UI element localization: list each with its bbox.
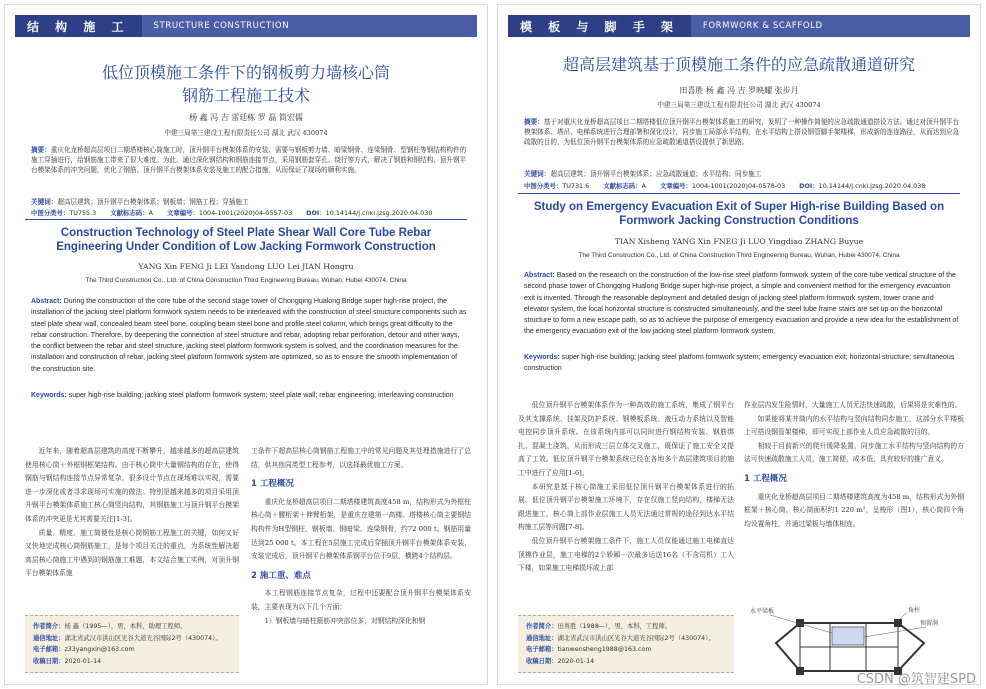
left-title-cn xyxy=(25,61,467,107)
right-meta-doi-value: 10.14144/j.cnki.jzsg.2020.04.038 xyxy=(818,182,926,190)
right-meta-clc-label: 中图分类号： xyxy=(524,182,563,190)
right-section-header xyxy=(508,15,970,37)
left-col1-para2: 质量、精度、施工简便性是核心筒钢筋工程施工的关键，如何又好又快地完成核心筒钢筋施工，是每个项目关注的重点，为系统性解决超高层核心筒施工中遇到的钢筋施工难题，本文结合施工实例，对顶升钢平台模架体系施 xyxy=(25,528,239,578)
left-keywords-cn-label: 关键词： xyxy=(31,198,58,206)
right-author-email[interactable] xyxy=(526,644,726,656)
left-author-email-label: 电子邮箱： xyxy=(33,646,65,653)
left-author-address-value: 湖北省武汉市洪山区光谷大道光谷国际2号（430074）。 xyxy=(64,634,222,642)
right-abstract-cn-label: 摘要： xyxy=(524,118,544,126)
left-abstract-cn-label: 摘要： xyxy=(31,146,51,154)
right-col1-para1: 低位顶升钢平台模架体系作为一种高效的施工系统，集成了钢平台及其支撑系统、挂架及防护系统、钢模板系统、液压动力系统以及智能电控同步顶升系统。在该系统内部可以同时进行钢结构安装、钢筋绑扎、混凝土浇筑，从而形成三层立体交叉施工，既保证了施工安全又提高了工效。低位顶升钢平台模架系统已经在各地多个高层建筑项目的施工中进行了应用[1-6]。 xyxy=(518,401,734,477)
right-keywords-cn-label: 关键词： xyxy=(524,170,551,178)
right-received-date xyxy=(526,656,726,668)
right-meta-article-no-value: 1004-1001(2020)04-0578-03 xyxy=(691,182,786,190)
left-author-bio-value: 杨 鑫（1995—），男，本科，助理工程师。 xyxy=(64,623,187,630)
right-meta-line xyxy=(524,181,966,190)
left-meta-doc-code-label: 文献标志码： xyxy=(110,209,149,217)
right-meta-doc-code xyxy=(603,181,646,190)
left-section2-item1: 1）钢板墙与暗柱箍筋冲突部位多，对钢结构深化和钢 xyxy=(264,616,426,625)
right-keywords-en-text: super high-rise building; jacking steel platform formwork system; emergency evacuation exit; horizontal structure; simultaneous construction xyxy=(524,354,955,372)
right-keywords-en-label: Keywords: xyxy=(524,354,560,361)
left-meta-doc-code-value: A xyxy=(148,209,153,217)
figure-label-slab: 水平梁板 xyxy=(750,608,775,615)
left-section2-text: 本工程钢筋连接节点复杂，过程中还要配合顶升钢平台模架体系安装，主要表现为以下几个方面： xyxy=(251,589,471,611)
left-body-col2 xyxy=(251,445,471,628)
right-col1-para3: 低位顶升钢平台模架施工条件下，施工人员仅能通过施工电梯直达顶模作业层，施工电梯的2个轿厢一次最多运送16名（不含司机）工人下楼，如果施工电梯损坏或上部 xyxy=(518,536,734,573)
figure-label-opening: 预留洞 xyxy=(920,620,939,627)
left-author-bio xyxy=(33,621,231,633)
right-author-bio-label: 作者简介： xyxy=(526,623,558,630)
left-affiliation-cn: 中建三局第三建设工程有限责任公司 湖北 武汉 430074 xyxy=(164,129,328,137)
left-keywords-cn xyxy=(31,196,467,206)
right-affiliation-cn: 中建三局第三建设工程有限责任公司 湖北 武汉 430074 xyxy=(657,101,821,109)
left-meta-clc-value: TU755.3 xyxy=(69,209,97,217)
left-col2-intro: 工条件下超高层核心筒钢筋工程施工中的常见问题及其处理措施进行了总结，供其他同类型工程参考，以选择最优施工方案。 xyxy=(251,447,471,469)
left-meta-clc-label: 中图分类号： xyxy=(31,209,70,217)
right-author-bio-value: 田喜胜（1988—），男，本科，工程师。 xyxy=(557,623,672,630)
right-col1-para2: 本研究是基于核心筒施工采用低位顶升钢平台模架体系进行的拓展。低位顶升钢平台模架施工环境下，存在仅施工竖向结构，楼梯无法跟进施工，核心筒上部作业层施工人员无法通过常规的途径到达水平结构施工层等问题[7-8]。 xyxy=(518,482,734,532)
left-received-date-value: 2020-01-14 xyxy=(64,657,102,665)
right-section-en: FORMWORK & SCAFFOLD xyxy=(702,21,823,31)
left-meta-doi-value: 10.14144/j.cnki.jzsg.2020.04.030 xyxy=(325,209,433,217)
left-abstract-cn-text: 重庆化龙桥超高层项目二期塔楼核心筒施工时，顶升钢平台模架体系的安装、需要与钢板剪力墙、暗梁钢骨、连梁钢骨、型钢柱等钢结构构件的施工穿插进行，给钢筋施工带来了很大难度。为此，通过深化钢结构和钢筋连接节点，采用钢筋套穿孔、绕行等方式，解决了钢筋和钢结构、顶升钢平台模架体系的冲突问题，优化了钢筋、顶升钢平台模架体系安装及施工的配合措施，从而保证了现场的顺利实施。 xyxy=(31,146,467,175)
right-affiliation-en: The Third Construction Co., Ltd. of China Construction Third Engineering Bureau, Wuhan, Hubei 430074, China xyxy=(578,252,900,259)
right-divider xyxy=(518,193,960,194)
right-author-address-label: 通信地址： xyxy=(526,634,558,642)
left-col1-para1: 近年来，随着超高层建筑的高度不断攀升，越来越多的超高层建筑使用核心筒＋外框钢框架结构。由于核心筒中大量钢结构的存在，使得钢筋与钢结构连接节点异常复杂，很多设计节点在现场难以实现，需要进一步深化或者寻求现场可实施的做法。特别是越来越多的项目采用顶升钢平台模架体系施工核心筒竖向结构，其钢筋施工与顶升钢平台模架体系的冲突更是尤其需要关注[1-3]。 xyxy=(25,447,239,523)
left-author-bio-label: 作者简介： xyxy=(33,623,65,630)
right-abstract-cn xyxy=(524,117,960,148)
right-meta-doc-code-value: A xyxy=(641,182,646,190)
left-title-en: Construction Technology of Steel Plate Shear Wall Core Tube Rebar Engineering Under Condition of Low Jacking Formwork Construction xyxy=(56,227,436,253)
left-keywords-en-label: Keywords: xyxy=(31,392,67,399)
right-meta-doi-label: DOI： xyxy=(799,182,819,190)
right-title-en: Study on Emergency Evacuation Exit of Super High-rise Building Based on Formwork Jacking Construction Conditions xyxy=(533,201,945,227)
right-col2-para2: 如果能将某井筒内的水平结构与竖向结构同步施工，这部分水平楼板上可搭设钢管架楼梯，即可实现上部作业人员应急疏散的目的。 xyxy=(744,414,964,437)
left-meta-clc xyxy=(31,208,96,217)
right-meta-clc xyxy=(524,181,589,190)
left-keywords-en-text: super high-rise building; jacking steel platform formwork system; steel plate wall; rebar engineering; interleaving construction xyxy=(68,392,454,399)
right-page xyxy=(497,4,981,685)
left-meta-doi-label: DOI： xyxy=(306,209,326,217)
right-col2-para3: 相较于目前新兴的爬升缓降装置，同步施工水平结构与竖向结构的方法可快速疏散施工人员，施工简便，成本低，具有较好的推广意义。 xyxy=(744,441,964,464)
left-keywords-cn-text: 超高层建筑；顶升钢平台模架体系；钢板墙；钢筋工程；穿插施工 xyxy=(57,198,249,206)
left-title-cn-line1: 低位顶模施工条件下的钢板剪力墙核心筒 xyxy=(101,63,390,82)
left-section1-title: 1 工程概况 xyxy=(251,479,294,490)
core-tube-outline xyxy=(776,623,924,671)
left-authors-en: YANG Xin FENG Ji LEI Yandong LUO Lei JIAN Hongru xyxy=(138,262,354,271)
right-received-date-label: 收稿日期： xyxy=(526,657,558,665)
right-abstract-en-label: Abstract: xyxy=(524,272,555,279)
right-abstract-en xyxy=(524,270,960,338)
left-meta-article-no-label: 文章编号： xyxy=(166,209,199,217)
right-body-col1 xyxy=(518,399,734,576)
left-abstract-en xyxy=(31,296,467,375)
left-page xyxy=(4,4,488,685)
right-meta-clc-value: TU731.6 xyxy=(562,182,590,190)
right-authors-en: TIAN Xisheng YANG Xin FNEG Ji LUO Yingdiao ZHANG Buyue xyxy=(614,237,864,246)
right-meta-doi[interactable] xyxy=(799,181,925,190)
left-meta-article-no-value: 1004-1001(2020)04-0557-03 xyxy=(198,209,293,217)
right-author-info-box xyxy=(518,615,734,673)
right-received-date-value: 2020-01-14 xyxy=(557,657,595,665)
csdn-watermark: CSDN @筑智建SPD xyxy=(856,672,976,687)
left-author-address xyxy=(33,633,231,645)
left-author-address-label: 通信地址： xyxy=(33,634,65,642)
left-section-header xyxy=(15,15,477,37)
right-author-address-value: 湖北省武汉市洪山区光谷大道光谷国际2号（430074）。 xyxy=(557,634,715,642)
right-author-bio xyxy=(526,621,726,633)
right-col2-para1: 作业层内发生险情时，大量施工人员无法快速疏散，后果将是灾难性的。 xyxy=(744,401,962,409)
right-section1-title: 1 工程概况 xyxy=(744,473,787,484)
right-section-cn: 模 板 与 脚 手 架 xyxy=(508,15,691,37)
left-author-info-box xyxy=(25,615,239,673)
left-section1-text: 重庆化龙桥超高层项目二期塔楼建筑高度458 m，结构形式为外框柱核心筒＋腰桁架＋伸臂桁架，是重庆在建第一高楼。塔楼核心筒主要钢结构构件为H型钢柱、钢板墙、钢暗梁、连梁钢骨，约72 000 t。钢筋用量达到25 000 t。本工程在5层施工完成后穿插顶升钢平台模架体系安装，安装完成后，顶升钢平台模架体系钢平台位于9层，横跨4个结构层。 xyxy=(251,497,471,561)
right-author-email-value: tianwensheng1988@163.com xyxy=(557,646,652,653)
left-abstract-cn xyxy=(31,145,467,176)
right-body-col2 xyxy=(744,399,964,531)
left-abstract-en-label: Abstract: xyxy=(31,298,62,305)
left-section-en: STRUCTURE CONSTRUCTION xyxy=(153,21,290,31)
left-section2-title: 2 施工重、难点 xyxy=(251,570,311,581)
left-meta-doi[interactable] xyxy=(306,208,432,217)
right-authors-cn: 田喜胜 杨 鑫 冯 吉 罗映耀 张步月 xyxy=(679,86,799,95)
right-title-cn: 超高层建筑基于顶模施工条件的应急疏散通道研究 xyxy=(562,55,915,74)
left-abstract-en-text: During the construction of the core tube of the second stage tower of Chongqing Hualong Bridge super high-rise project, the installation of the jacking steel platform formwork system needs to be interleaved with the construction of steel structure components such as steel plate shear wall, concealed beam steel bone, coupling beam steel bone and profile steel column, which brings great difficulty to the rebar construction. Therefore, by deepening the connection of steel structure and rebar, adopting rebar perforation, detour and other ways, the conflict between the rebar and steel structure, jacking steel platform formwork system is solved, and the coordination measures for the installation and construction of rebar, jacking steel platform formwork system are optimized, so as to ensure the smooth implementation of the construction site. xyxy=(31,298,467,373)
left-body-col1 xyxy=(25,445,239,581)
right-keywords-cn xyxy=(524,168,960,178)
right-meta-doc-code-label: 文献标志码： xyxy=(603,182,642,190)
right-meta-article-no xyxy=(660,181,785,190)
left-received-date-label: 收稿日期： xyxy=(33,657,65,665)
left-received-date xyxy=(33,656,231,668)
right-author-address xyxy=(526,633,726,645)
right-abstract-en-text: Based on the research on the construction of the low-rise steel platform formwork system of the core tube vertical structure of the second phase tower of Chongqing Hualong Bridge super high-rise project, a simple and convenient method for the emergency evacuation exit is invented. Through the reasonable deployment and detailed design of jacking steel platform formwork system, tower crane and elevator system, the local horizontal structure is constructed simultaneously, and the steel tube frame stairs are set up on the horizontal structure to form a new escape path, so as to achieve the purpose of emergency evacuation and provide a new idea for the establishment of the emergency evacuation exit of the low jacking steel platform formwork system. xyxy=(524,272,959,336)
right-keywords-cn-text: 超高层建筑；顶升钢平台模架体系；应急疏散通道；水平结构；同步施工 xyxy=(550,170,762,178)
left-affiliation-en: The Third Construction Co., Ltd. of China Construction Third Engineering Bureau, Wuhan, Hubei 430074, China xyxy=(85,277,407,284)
right-author-email-label: 电子邮箱： xyxy=(526,646,558,653)
left-author-email[interactable] xyxy=(33,644,231,656)
left-authors-cn: 杨 鑫 冯 吉 雷廷栋 罗 磊 简宏儒 xyxy=(189,113,303,122)
left-divider xyxy=(25,219,467,220)
right-section1-text: 重庆化龙桥超高层项目二期塔楼建筑高度为458 m，结构形式为外钢框架＋核心筒，核心筒面积约1 220 m²，呈梭形（图1），核心筒四个角均设置角柱，并通过梁板与墙体相连。 xyxy=(744,492,964,528)
left-title-cn-line2: 钢筋工程施工技术 xyxy=(181,86,310,105)
left-meta-article-no xyxy=(167,208,292,217)
figure-label-column: 角柱 xyxy=(908,607,921,614)
left-keywords-en xyxy=(31,390,467,401)
right-meta-article-no-label: 文章编号： xyxy=(659,182,692,190)
left-meta-doc-code xyxy=(110,208,153,217)
right-abstract-cn-text: 基于对重庆化龙桥超高层项目二期塔楼低位顶升钢平台模架体系施工的研究，发明了一种操作简便的应急疏散通道搭设方法。通过对顶升钢平台模架体系、塔吊、电梯系统进行合理部署和深化设计，同步施工局部水平结构，在水平结构上搭设钢管脚手架楼梯，形成新的连连路径，从而达到应急疏散的目的，为低位顶升钢平台模架体系的应急疏散通道搭设提供了新思路。 xyxy=(524,118,960,147)
right-keywords-en xyxy=(524,352,960,374)
left-meta-line xyxy=(31,208,473,217)
left-section-cn: 结 构 施 工 xyxy=(15,15,142,37)
left-author-email-value: z33yangxin@163.com xyxy=(64,646,135,653)
